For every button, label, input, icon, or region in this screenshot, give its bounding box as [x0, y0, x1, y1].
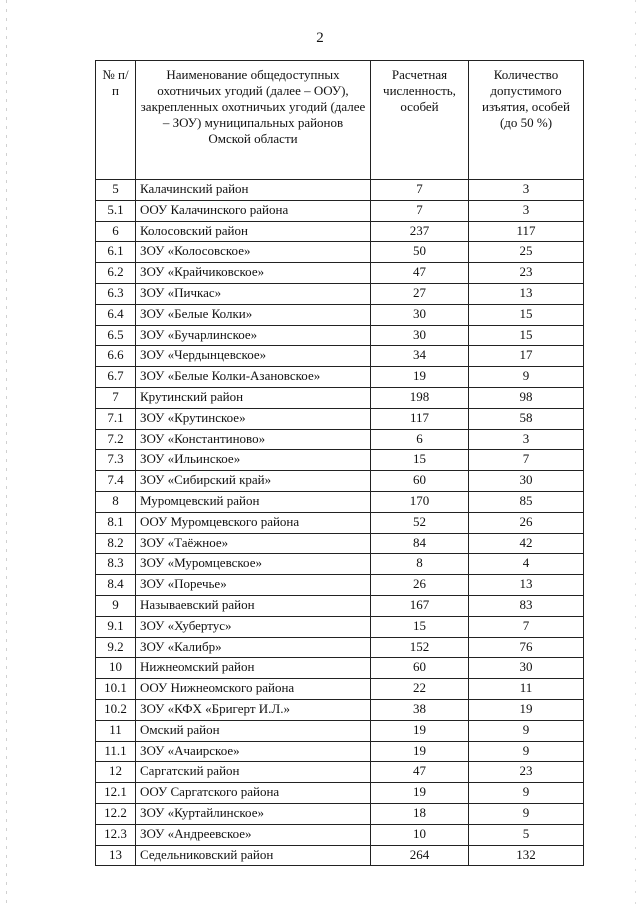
- row-name: ЗОУ «Ильинское»: [136, 450, 371, 471]
- table-row: [96, 720, 584, 741]
- row-number: 6.5: [96, 325, 136, 346]
- row-name: Колосовский район: [136, 221, 371, 242]
- row-quota: 9: [469, 720, 584, 741]
- row-number: 12.1: [96, 783, 136, 804]
- row-name: ЗОУ «Ачаирское»: [136, 741, 371, 762]
- row-estimate: 170: [371, 491, 469, 512]
- table-row: [96, 637, 584, 658]
- row-quota: 9: [469, 741, 584, 762]
- row-number: 7.1: [96, 408, 136, 429]
- row-estimate: 117: [371, 408, 469, 429]
- row-estimate: 26: [371, 575, 469, 596]
- row-name: ЗОУ «Бучарлинское»: [136, 325, 371, 346]
- table-row: [96, 367, 584, 388]
- row-estimate: 19: [371, 741, 469, 762]
- row-quota: 30: [469, 658, 584, 679]
- row-quota: 7: [469, 616, 584, 637]
- row-name: ЗОУ «Таёжное»: [136, 533, 371, 554]
- row-name: ЗОУ «Белые Колки-Азановское»: [136, 367, 371, 388]
- row-quota: 117: [469, 221, 584, 242]
- row-estimate: 52: [371, 512, 469, 533]
- table-row: [96, 783, 584, 804]
- row-quota: 25: [469, 242, 584, 263]
- row-estimate: 30: [371, 325, 469, 346]
- row-name: ООУ Саргатского района: [136, 783, 371, 804]
- row-name: Омский район: [136, 720, 371, 741]
- row-quota: 132: [469, 845, 584, 866]
- row-number: 6.2: [96, 263, 136, 284]
- row-estimate: 167: [371, 595, 469, 616]
- row-name: ООУ Нижнеомского района: [136, 679, 371, 700]
- table-row: [96, 845, 584, 866]
- row-number: 7.2: [96, 429, 136, 450]
- row-estimate: 152: [371, 637, 469, 658]
- row-name: Саргатский район: [136, 762, 371, 783]
- row-name: ЗОУ «Куртайлинское»: [136, 803, 371, 824]
- header-quota: Количество допустимого изъятия, особей (до 50 %): [469, 61, 584, 180]
- row-name: Нижнеомский район: [136, 658, 371, 679]
- row-quota: 42: [469, 533, 584, 554]
- row-number: 5.1: [96, 200, 136, 221]
- table-row: [96, 450, 584, 471]
- row-estimate: 264: [371, 845, 469, 866]
- table-row: [96, 346, 584, 367]
- table-row: [96, 679, 584, 700]
- row-number: 6: [96, 221, 136, 242]
- row-quota: 4: [469, 554, 584, 575]
- table-row: [96, 387, 584, 408]
- table-row: [96, 762, 584, 783]
- row-estimate: 27: [371, 283, 469, 304]
- row-name: ЗОУ «Сибирский край»: [136, 471, 371, 492]
- row-name: Муромцевский район: [136, 491, 371, 512]
- row-quota: 3: [469, 180, 584, 201]
- header-row: [96, 61, 584, 180]
- row-quota: 17: [469, 346, 584, 367]
- table-row: [96, 512, 584, 533]
- row-number: 12.2: [96, 803, 136, 824]
- row-estimate: 34: [371, 346, 469, 367]
- row-number: 6.6: [96, 346, 136, 367]
- row-number: 8.3: [96, 554, 136, 575]
- row-name: ЗОУ «Крайчиковское»: [136, 263, 371, 284]
- row-estimate: 10: [371, 824, 469, 845]
- row-estimate: 237: [371, 221, 469, 242]
- row-quota: 83: [469, 595, 584, 616]
- row-estimate: 47: [371, 762, 469, 783]
- row-name: ЗОУ «Крутинское»: [136, 408, 371, 429]
- table-row: [96, 803, 584, 824]
- row-quota: 58: [469, 408, 584, 429]
- row-estimate: 8: [371, 554, 469, 575]
- row-estimate: 30: [371, 304, 469, 325]
- row-estimate: 198: [371, 387, 469, 408]
- row-estimate: 19: [371, 783, 469, 804]
- table-row: [96, 283, 584, 304]
- row-number: 6.3: [96, 283, 136, 304]
- row-quota: 19: [469, 699, 584, 720]
- row-number: 9: [96, 595, 136, 616]
- row-quota: 23: [469, 263, 584, 284]
- table-row: [96, 554, 584, 575]
- row-quota: 15: [469, 304, 584, 325]
- row-name: ЗОУ «Белые Колки»: [136, 304, 371, 325]
- row-quota: 26: [469, 512, 584, 533]
- row-number: 6.1: [96, 242, 136, 263]
- row-number: 7.4: [96, 471, 136, 492]
- row-quota: 76: [469, 637, 584, 658]
- row-name: ЗОУ «Хубертус»: [136, 616, 371, 637]
- header-estimate: Расчетная численность, особей: [371, 61, 469, 180]
- table-row: [96, 595, 584, 616]
- table-row: [96, 658, 584, 679]
- row-name: ЗОУ «Чердынцевское»: [136, 346, 371, 367]
- row-quota: 3: [469, 200, 584, 221]
- table-row: [96, 304, 584, 325]
- row-name: ООУ Калачинского района: [136, 200, 371, 221]
- hunting-quota-table: [95, 60, 584, 866]
- row-name: ООУ Муромцевского района: [136, 512, 371, 533]
- table-row: [96, 325, 584, 346]
- row-name: ЗОУ «Андреевское»: [136, 824, 371, 845]
- scan-edge-left: [6, 0, 7, 905]
- row-estimate: 84: [371, 533, 469, 554]
- table-row: [96, 200, 584, 221]
- row-name: Седельниковский район: [136, 845, 371, 866]
- row-number: 11.1: [96, 741, 136, 762]
- row-number: 10.2: [96, 699, 136, 720]
- row-number: 12: [96, 762, 136, 783]
- row-quota: 9: [469, 803, 584, 824]
- row-number: 12.3: [96, 824, 136, 845]
- row-number: 7: [96, 387, 136, 408]
- table-row: [96, 242, 584, 263]
- table-row: [96, 221, 584, 242]
- table-row: [96, 824, 584, 845]
- table-row: [96, 180, 584, 201]
- row-estimate: 6: [371, 429, 469, 450]
- row-quota: 30: [469, 471, 584, 492]
- table-row: [96, 263, 584, 284]
- table-row: [96, 491, 584, 512]
- table-body: [96, 180, 584, 866]
- row-estimate: 22: [371, 679, 469, 700]
- row-name: ЗОУ «Поречье»: [136, 575, 371, 596]
- row-estimate: 60: [371, 471, 469, 492]
- row-number: 6.7: [96, 367, 136, 388]
- row-name: ЗОУ «Пичкас»: [136, 283, 371, 304]
- table-row: [96, 741, 584, 762]
- row-estimate: 18: [371, 803, 469, 824]
- row-estimate: 60: [371, 658, 469, 679]
- table-row: [96, 699, 584, 720]
- row-name: ЗОУ «КФХ «Бригерт И.Л.»: [136, 699, 371, 720]
- row-estimate: 47: [371, 263, 469, 284]
- row-number: 9.2: [96, 637, 136, 658]
- row-name: ЗОУ «Колосовское»: [136, 242, 371, 263]
- row-number: 8.4: [96, 575, 136, 596]
- table-row: [96, 533, 584, 554]
- row-quota: 15: [469, 325, 584, 346]
- page-number: 2: [316, 30, 324, 46]
- row-name: Называевский район: [136, 595, 371, 616]
- row-name: Калачинский район: [136, 180, 371, 201]
- row-estimate: 15: [371, 616, 469, 637]
- table-row: [96, 471, 584, 492]
- row-quota: 85: [469, 491, 584, 512]
- row-number: 13: [96, 845, 136, 866]
- table-header: [96, 61, 584, 180]
- header-num: № п/п: [96, 61, 136, 180]
- table-row: [96, 575, 584, 596]
- row-quota: 9: [469, 367, 584, 388]
- row-number: 6.4: [96, 304, 136, 325]
- row-number: 8.2: [96, 533, 136, 554]
- row-quota: 3: [469, 429, 584, 450]
- table-row: [96, 616, 584, 637]
- row-estimate: 19: [371, 367, 469, 388]
- header-name: Наименование общедоступных охотничьих угодий (далее – ООУ), закрепленных охотничьих угодий (далее – ЗОУ) муниципальных районов Омской области: [136, 61, 371, 180]
- row-name: ЗОУ «Муромцевское»: [136, 554, 371, 575]
- row-quota: 11: [469, 679, 584, 700]
- row-quota: 98: [469, 387, 584, 408]
- row-name: ЗОУ «Калибр»: [136, 637, 371, 658]
- row-quota: 13: [469, 283, 584, 304]
- row-estimate: 50: [371, 242, 469, 263]
- row-estimate: 15: [371, 450, 469, 471]
- row-number: 11: [96, 720, 136, 741]
- row-estimate: 38: [371, 699, 469, 720]
- row-estimate: 7: [371, 180, 469, 201]
- scan-edge-right: [635, 0, 636, 905]
- row-number: 8.1: [96, 512, 136, 533]
- row-quota: 5: [469, 824, 584, 845]
- row-number: 9.1: [96, 616, 136, 637]
- row-number: 10: [96, 658, 136, 679]
- row-number: 8: [96, 491, 136, 512]
- table-row: [96, 408, 584, 429]
- row-name: ЗОУ «Константиново»: [136, 429, 371, 450]
- row-number: 5: [96, 180, 136, 201]
- row-number: 10.1: [96, 679, 136, 700]
- row-name: Крутинский район: [136, 387, 371, 408]
- row-quota: 7: [469, 450, 584, 471]
- table-row: [96, 429, 584, 450]
- row-estimate: 19: [371, 720, 469, 741]
- row-estimate: 7: [371, 200, 469, 221]
- row-quota: 23: [469, 762, 584, 783]
- row-quota: 13: [469, 575, 584, 596]
- row-number: 7.3: [96, 450, 136, 471]
- row-quota: 9: [469, 783, 584, 804]
